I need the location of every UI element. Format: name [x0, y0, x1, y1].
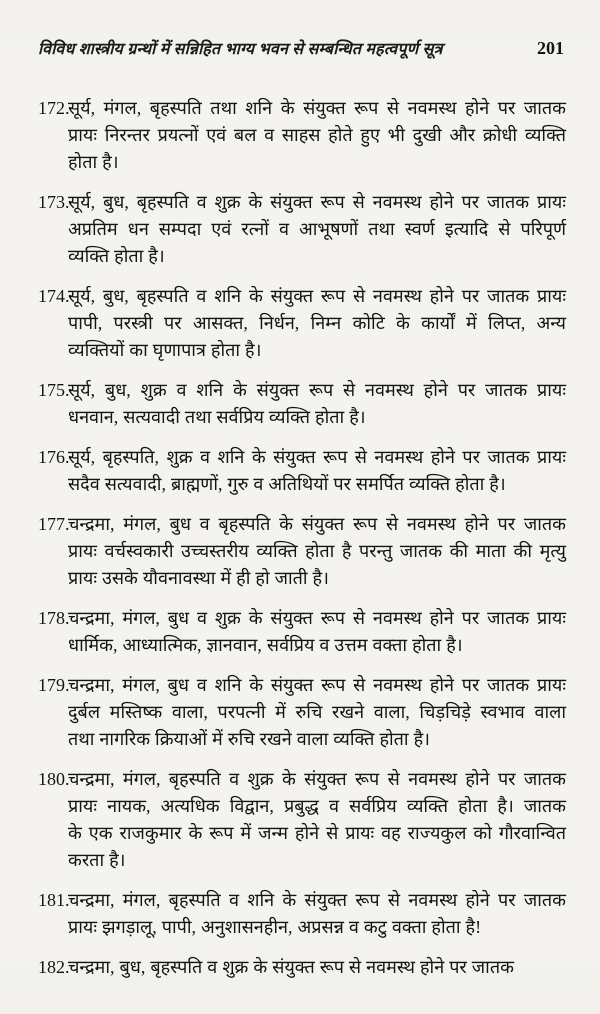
paragraph-text — [68, 887, 566, 941]
paragraph-line: चन्द्रमा, मंगल, बुध व शुक्र के संयुक्त रूप से नवमस्थ होने पर जातक प्रायः — [68, 608, 566, 628]
paragraph-number: 179. — [38, 675, 70, 695]
paragraph-line: करता है। — [68, 850, 126, 870]
paragraph-text — [68, 511, 566, 592]
paragraph-line: पापी, परस्त्री पर आसक्त, निर्धन, निम्न कोटि के कार्यों में लिप्त, अन्य — [68, 313, 566, 333]
paragraph-182 — [38, 954, 566, 981]
page-number: 201 — [537, 38, 564, 58]
paragraph-line: तथा नागरिक क्रियाओं में रुचि रखने वाला व्यक्ति होता है। — [68, 729, 430, 749]
paragraph-line: धार्मिक, आध्यात्मिक, ज्ञानवान, सर्वप्रिय व उत्तम वक्ता होता है। — [68, 635, 463, 655]
paragraph-line: सूर्य, बुध, शुक्र व शनि के संयुक्त रूप से नवमस्थ होने पर जातक प्रायः — [68, 380, 566, 400]
paragraph-number: 177. — [38, 514, 70, 534]
paragraph-line: सूर्य, बुध, बृहस्पति व शनि के संयुक्त रूप से नवमस्थ होने पर जातक प्रायः — [68, 286, 566, 306]
paragraph-number: 181. — [38, 890, 70, 910]
paragraph-text — [68, 283, 566, 364]
paragraph-line: होता है। — [68, 152, 119, 172]
paragraph-number: 178. — [38, 608, 70, 628]
paragraph-text — [68, 605, 566, 659]
paragraph-line: चन्द्रमा, मंगल, बृहस्पति व शनि के संयुक्त रूप से नवमस्थ होने पर जातक — [68, 890, 566, 910]
paragraph-172 — [38, 95, 566, 176]
paragraph-text — [68, 189, 566, 270]
paragraph-line: अप्रतिम धन सम्पदा एवं रत्नों व आभूषणों तथा स्वर्ण इत्यादि से परिपूर्ण — [68, 219, 566, 239]
paragraph-line: प्रायः नायक, अत्यधिक विद्वान, प्रबुद्ध व सर्वप्रिय व्यक्ति होता है। जातक — [68, 796, 566, 816]
paragraph-number: 172. — [38, 98, 70, 118]
paragraph-173 — [38, 189, 566, 270]
paragraph-line: सदैव सत्यवादी, ब्राह्मणों, गुरु व अतिथियों पर समर्पित व्यक्ति होता है। — [68, 474, 506, 494]
paragraph-line: के एक राजकुमार के रूप में जन्म होने से प्रायः वह राज्यकुल को गौरवान्वित — [68, 823, 566, 843]
paragraph-181 — [38, 887, 566, 941]
paragraph-text — [68, 766, 566, 874]
paragraph-176 — [38, 444, 566, 498]
paragraph-line: चन्द्रमा, मंगल, बुध व शनि के संयुक्त रूप से नवमस्थ होने पर जातक प्रायः — [68, 675, 566, 695]
paragraph-line: सूर्य, मंगल, बृहस्पति तथा शनि के संयुक्त रूप से नवमस्थ होने पर जातक — [68, 98, 566, 118]
paragraph-line: प्रायः वर्चस्वकारी उच्चस्तरीय व्यक्ति होता है परन्तु जातक की माता की मृत्यु — [68, 541, 566, 561]
running-header — [38, 38, 566, 61]
paragraph-text — [68, 672, 566, 753]
paragraph-number: 182. — [38, 957, 70, 977]
paragraph-174 — [38, 283, 566, 364]
paragraph-number: 174. — [38, 286, 70, 306]
paragraph-line: प्रायः निरन्तर प्रयत्नों एवं बल व साहस होते हुए भी दुखी और क्रोधी व्यक्ति — [68, 125, 566, 145]
paragraph-number: 173. — [38, 192, 70, 212]
paragraph-line: प्रायः उसके यौवनावस्था में ही हो जाती है। — [68, 568, 329, 588]
paragraph-text — [68, 954, 566, 981]
paragraph-line: सूर्य, बुध, बृहस्पति व शुक्र के संयुक्त रूप से नवमस्थ होने पर जातक प्रायः — [68, 192, 566, 212]
paragraph-line: प्रायः झगड़ालू, पापी, अनुशासनहीन, अप्रसन्न व कटु वक्ता होता है! — [68, 917, 482, 937]
running-header-title: विविध शास्त्रीय ग्रन्थों में सन्निहित भाग्य भवन से सम्बन्धित महत्वपूर्ण सूत्र — [38, 41, 443, 58]
paragraph-178 — [38, 605, 566, 659]
paragraph-text — [68, 444, 566, 498]
paragraph-line: चन्द्रमा, बुध, बृहस्पति व शुक्र के संयुक्त रूप से नवमस्थ होने पर जातक — [68, 957, 514, 977]
paragraph-line: सूर्य, बृहस्पति, शुक्र व शनि के संयुक्त रूप से नवमस्थ होने पर जातक प्रायः — [68, 447, 566, 467]
paragraph-179 — [38, 672, 566, 753]
paragraph-line: व्यक्ति होता है। — [68, 246, 165, 266]
paragraph-number: 180. — [38, 769, 70, 789]
paragraph-180 — [38, 766, 566, 874]
paragraph-number: 176. — [38, 447, 70, 467]
paragraph-175 — [38, 377, 566, 431]
paragraph-line: दुर्बल मस्तिष्क वाला, परपत्नी में रुचि रखने वाला, चिड़चिड़े स्वभाव वाला — [68, 702, 566, 722]
paragraph-line: चन्द्रमा, मंगल, बृहस्पति व शुक्र के संयुक्त रूप से नवमस्थ होने पर जातक — [68, 769, 566, 789]
paragraph-number: 175. — [38, 380, 70, 400]
paragraph-text — [68, 95, 566, 176]
paragraph-line: व्यक्तियों का घृणापात्र होता है। — [68, 340, 262, 360]
paragraph-line: चन्द्रमा, मंगल, बुध व बृहस्पति के संयुक्त रूप से नवमस्थ होने पर जातक — [68, 514, 566, 534]
paragraph-177 — [38, 511, 566, 592]
paragraph-line: धनवान, सत्यवादी तथा सर्वप्रिय व्यक्ति होता है। — [68, 407, 366, 427]
paragraph-text — [68, 377, 566, 431]
